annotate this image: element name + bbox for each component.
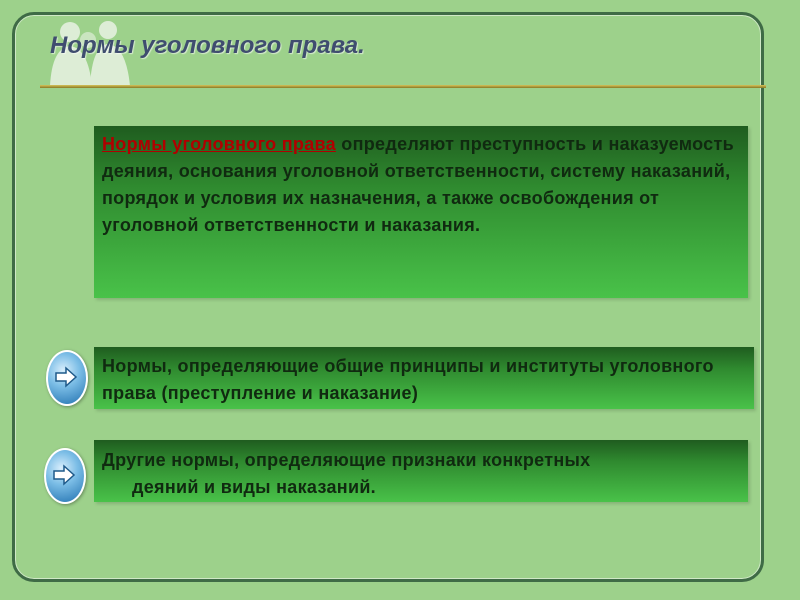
norm-item-line1: Другие нормы, определяющие признаки конкретных (102, 450, 591, 470)
arrow-right-icon (44, 448, 86, 504)
norm-item-other (94, 440, 748, 502)
definition-term: Нормы уголовного права (102, 134, 336, 154)
definition-text (102, 131, 742, 239)
slide-title: Нормы уголовного права. (50, 32, 365, 59)
norm-item-text (102, 447, 722, 501)
norm-item-line2: деяний и виды наказаний. (132, 477, 376, 497)
norm-item-general (94, 347, 754, 409)
title-divider (40, 85, 766, 88)
definition-box (94, 126, 748, 298)
arrow-right-icon (46, 350, 88, 406)
definition-body: определяют преступность и наказуемость деяния, основания уголовной ответственности, систему наказаний, порядок и условия их назначения, а также освобождения от уголовной ответственности и наказания. (102, 134, 734, 235)
norm-item-text: Нормы, определяющие общие принципы и институты уголовного права (преступление и наказание) (102, 356, 714, 403)
